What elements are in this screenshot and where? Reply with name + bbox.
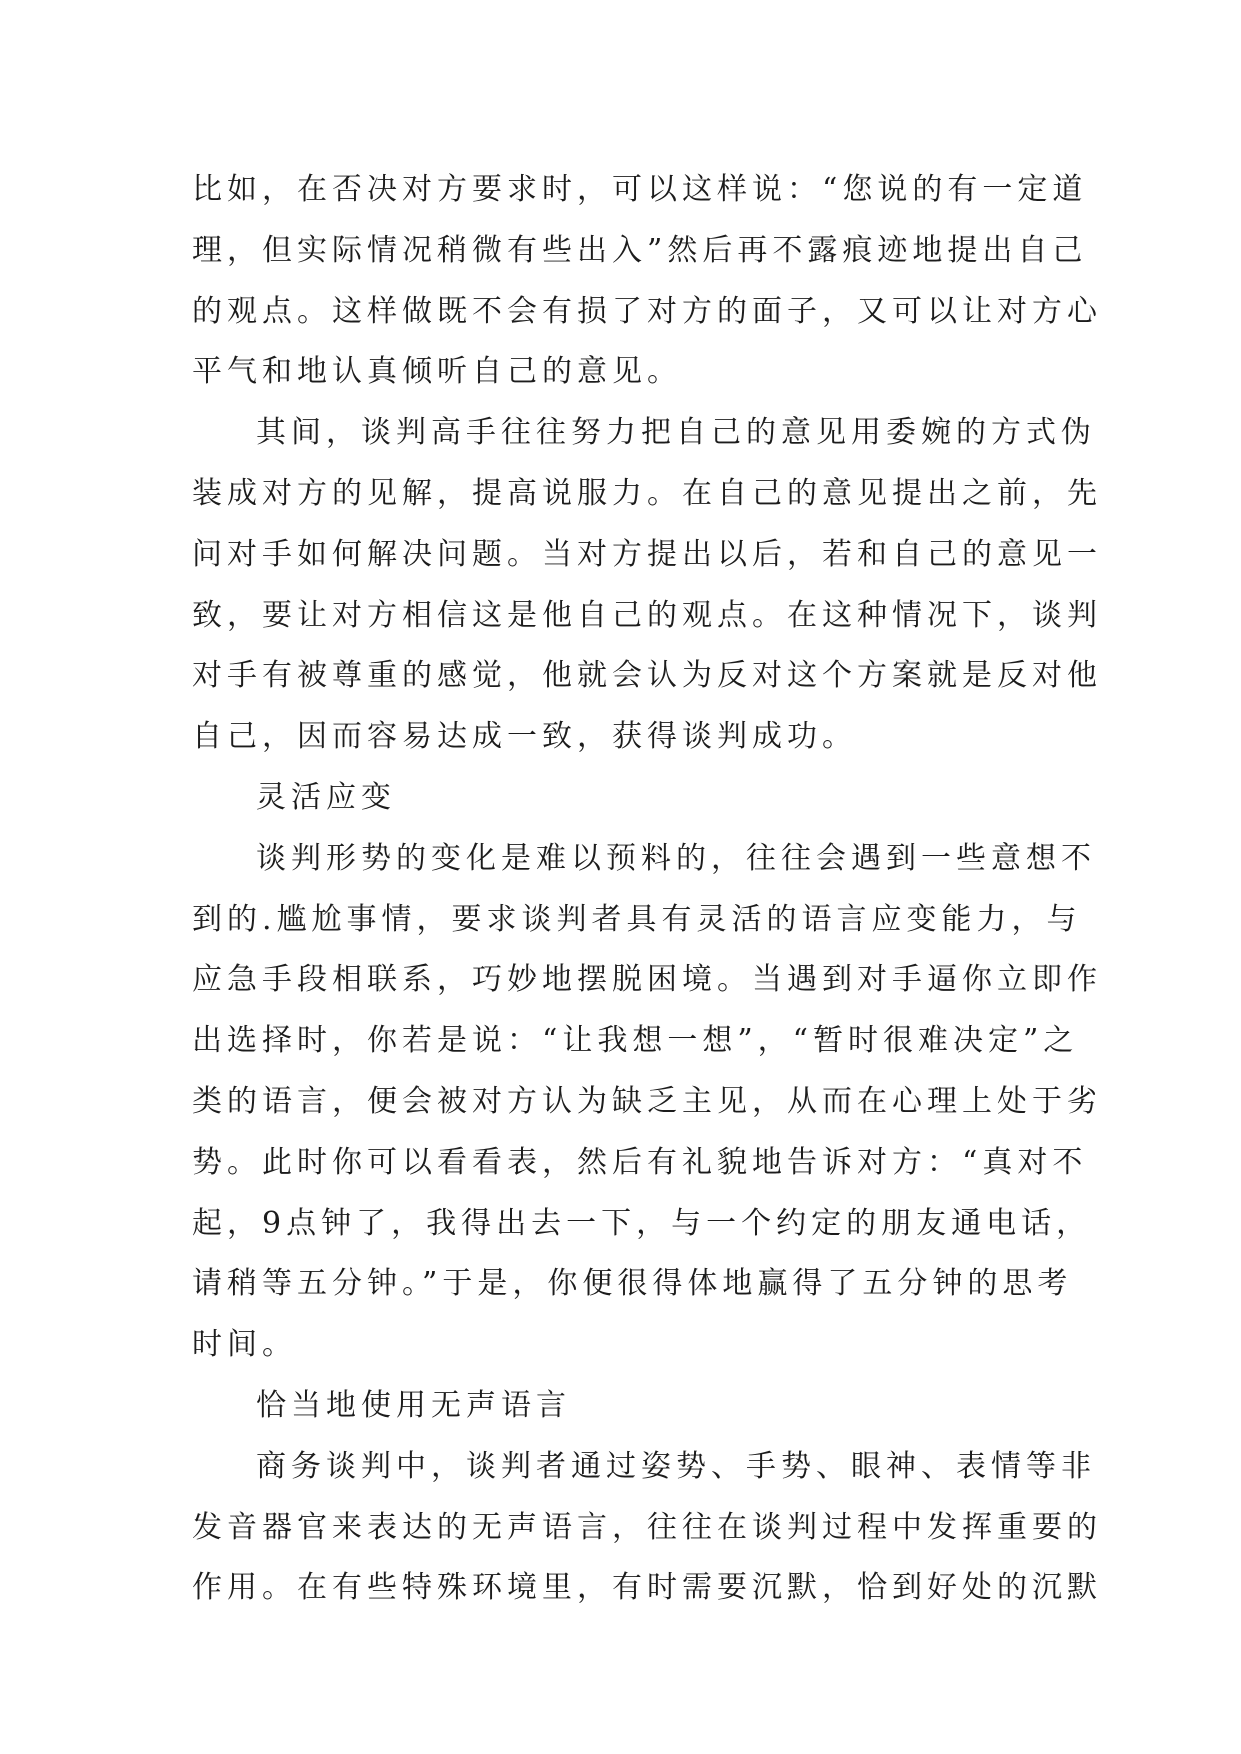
text-line: 商务谈判中，谈判者通过姿势、手势、眼神、表情等非 [256,1448,1096,1484]
paragraph-continued [192,160,1102,403]
text-line: 应急手段相联系，巧妙地摆脱困境。当遇到对手逼你立即作 [192,962,1102,998]
text-line: 谈判形势的变化是难以预料的，往往会遇到一些意想不 [256,840,1096,876]
section-heading-text: 恰当地使用无声语言 [256,1387,571,1423]
text-line: 的观点。这样做既不会有损了对方的面子，又可以让对方心 [192,293,1102,329]
text-line: 问对手如何解决问题。当对方提出以后，若和自己的意见一 [192,536,1102,572]
text-line: 平气和地认真倾听自己的意见。 [192,354,682,390]
text-line: 到的.尴尬事情，要求谈判者具有灵活的语言应变能力，与 [192,901,1082,937]
section-heading-text: 灵活应变 [256,779,396,815]
text-line: 出选择时，你若是说：“让我想一想”，“暂时很难决定”之 [192,1023,1079,1059]
paragraph-adaptation [192,829,1102,1376]
text-line: 其间，谈判高手往往努力把自己的意见用委婉的方式伪 [256,415,1096,451]
text-line: 作用。在有些特殊环境里，有时需要沉默，恰到好处的沉默 [192,1570,1102,1606]
text-line: 比如，在否决对方要求时，可以这样说：“您说的有一定道 [192,172,1088,207]
paragraph-persuasion [192,403,1102,768]
text-line: 类的语言，便会被对方认为缺乏主见，从而在心理上处于劣 [192,1083,1102,1119]
text-line: 发音器官来表达的无声语言，往往在谈判过程中发挥重要的 [192,1509,1102,1545]
text-line: 致，要让对方相信这是他自己的观点。在这种情况下，谈判 [192,597,1102,633]
paragraph-silent-language [192,1437,1102,1619]
section-heading [192,768,1050,829]
text-line: 自己，因而容易达成一致，获得谈判成功。 [192,719,857,755]
text-line: 装成对方的见解，提高说服力。在自己的意见提出之前，先 [192,475,1102,511]
section-heading [192,1376,1050,1437]
text-line: 势。此时你可以看看表，然后有礼貌地告诉对方：“真对不 [192,1144,1088,1180]
text-line: 时间。 [192,1327,297,1363]
text-line: 对手有被尊重的感觉，他就会认为反对这个方案就是反对他 [192,658,1102,694]
text-line: 起，9点钟了，我得出去一下，与一个约定的朋友通电话， [192,1205,1092,1241]
document-body [192,160,1102,1619]
text-line: 理，但实际情况稍微有些出入”然后再不露痕迹地提出自己 [192,232,1088,268]
text-line: 请稍等五分钟。”于是，你便很得体地赢得了五分钟的思考 [192,1266,1073,1302]
